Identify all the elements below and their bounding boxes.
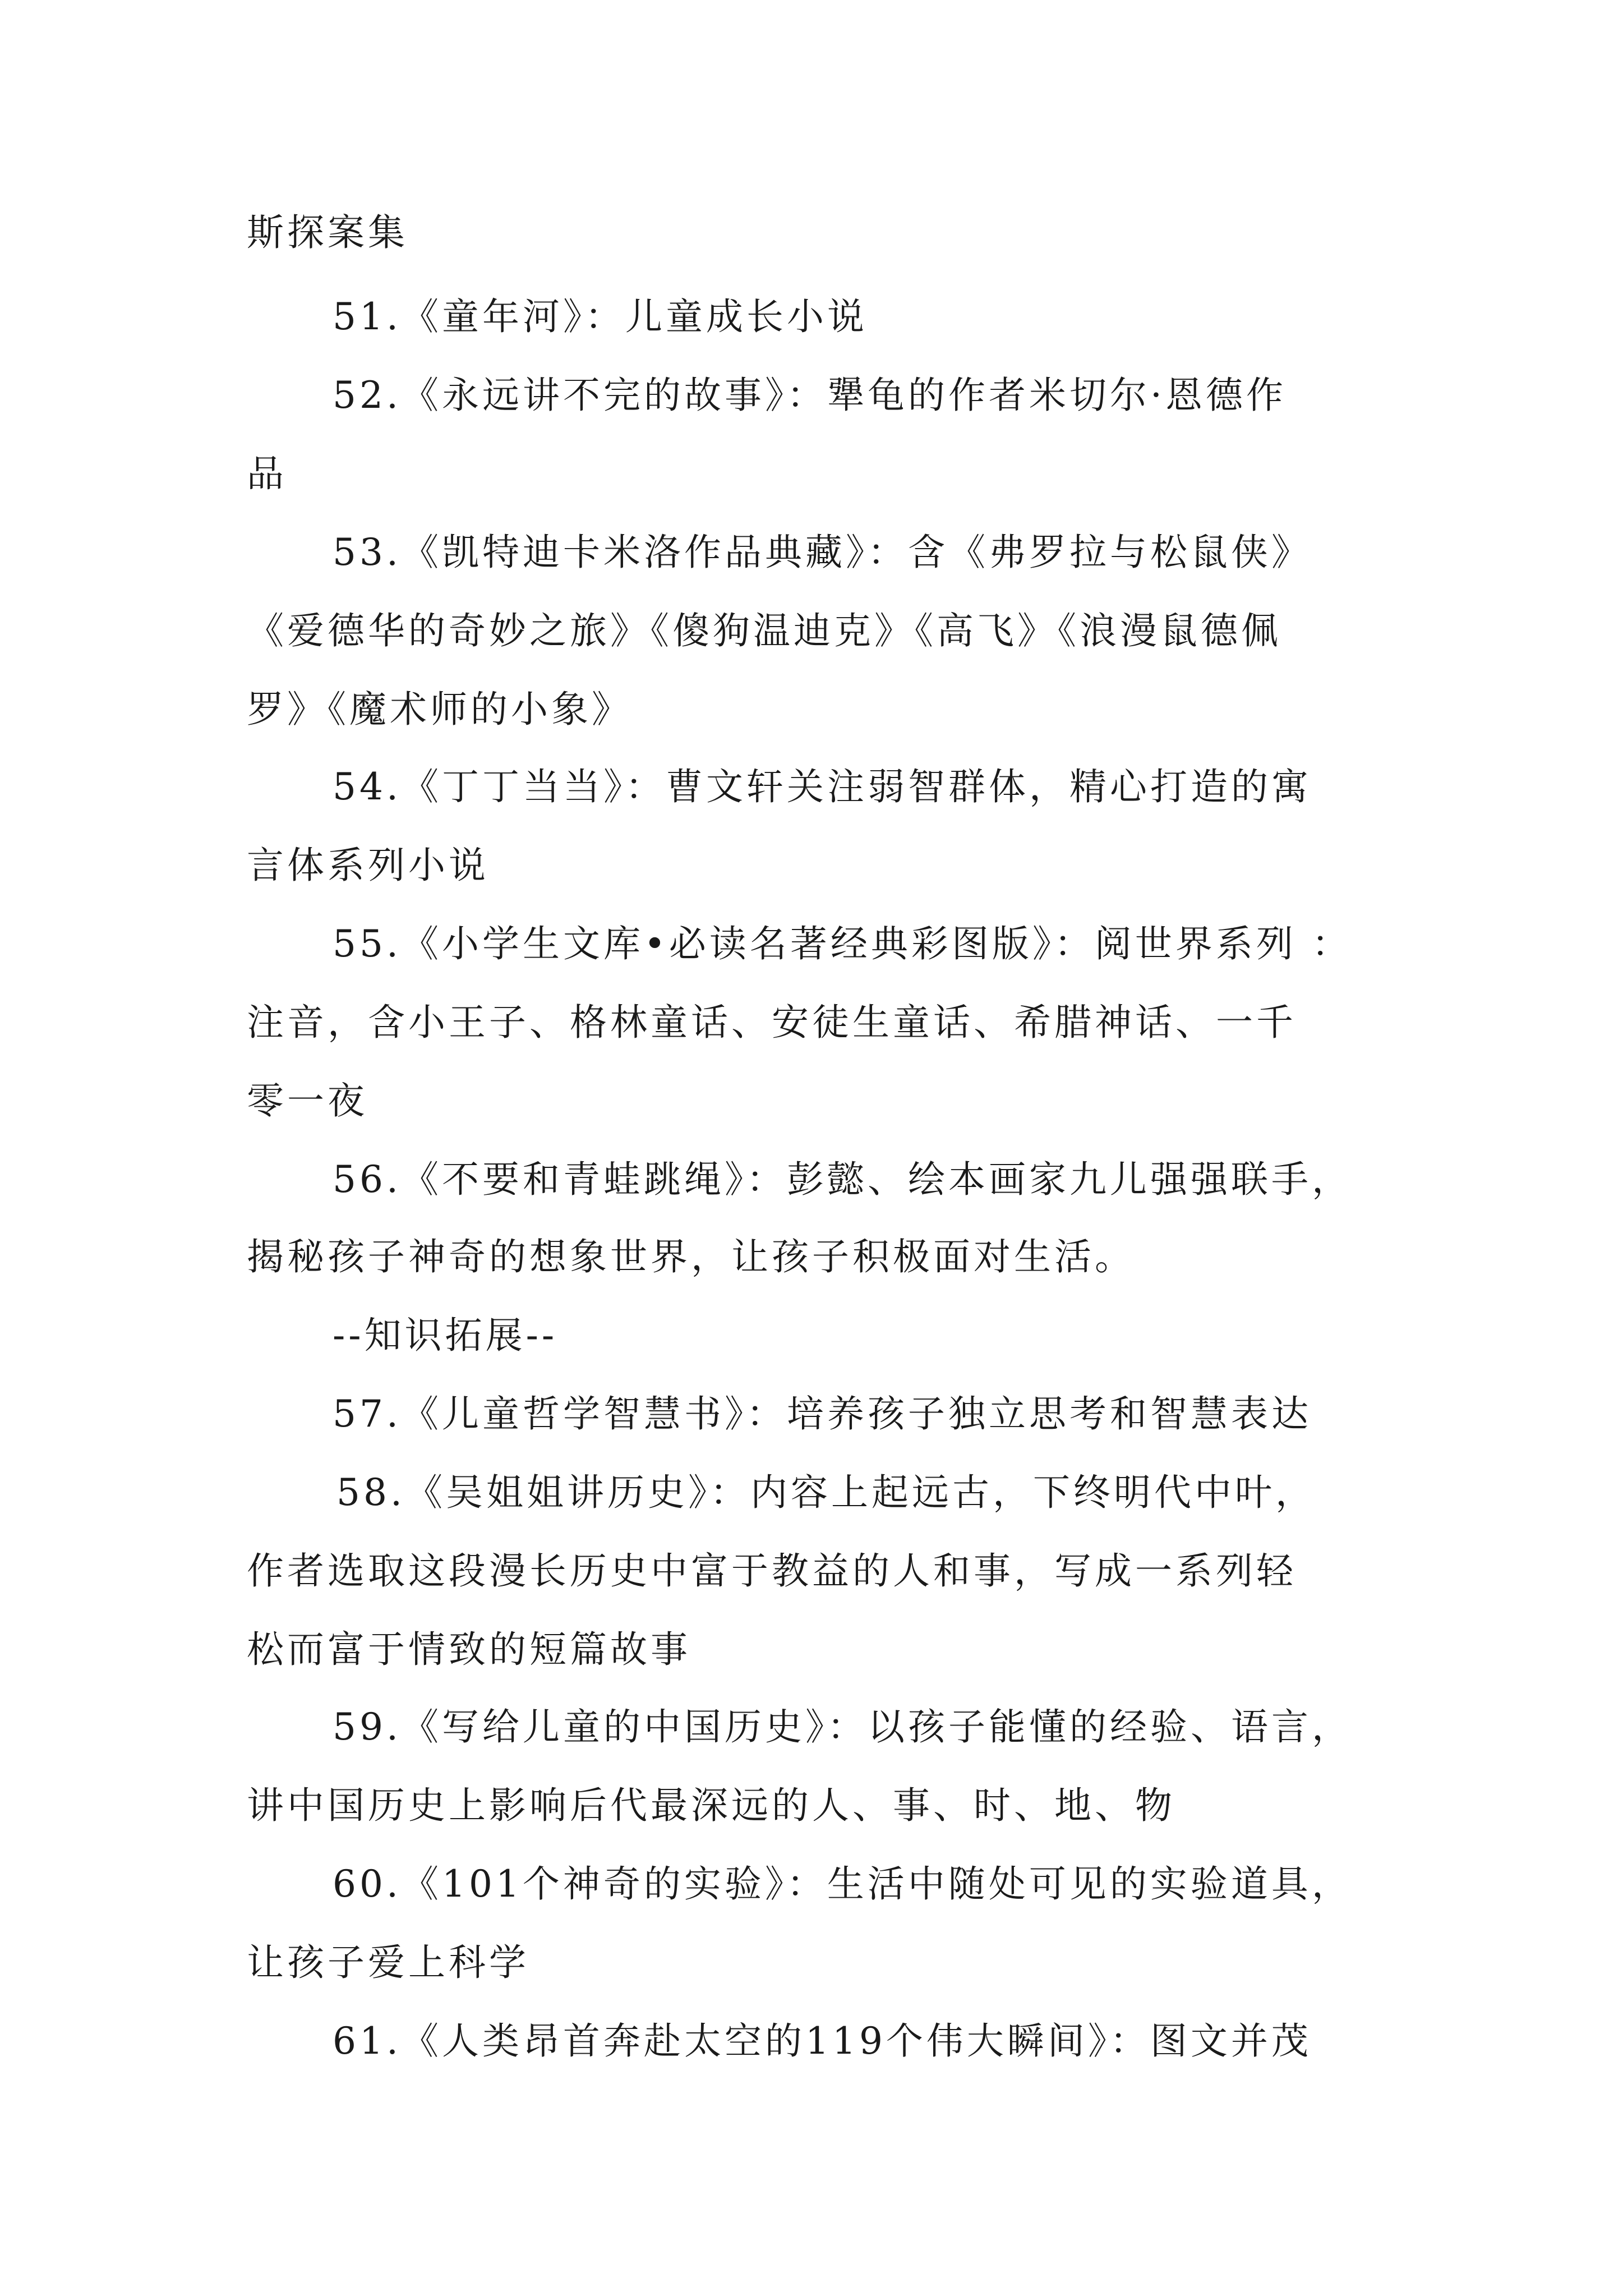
list-item-55: 55.《小学生文库•必读名著经典彩图版》：阅世界系列 ：: [333, 922, 1352, 965]
list-item-60: 60.《101个神奇的实验》：生活中随处可见的实验道具，: [333, 1862, 1352, 1906]
list-item-59: 59.《写给儿童的中国历史》：以孩子能懂的经验、语言，: [333, 1705, 1352, 1749]
list-item-52: 52.《永远讲不完的故事》：犟龟的作者米切尔·恩德作: [333, 374, 1287, 417]
text-line: 揭秘孩子神奇的想象世界，让孩子积极面对生活。: [247, 1235, 1135, 1278]
text-line: 讲中国历史上影响后代最深远的人、事、时、地、物: [247, 1784, 1175, 1827]
list-item-58: 58.《吴姐姐讲历史》：内容上起远古，下终明代中叶，: [336, 1471, 1316, 1514]
list-item-53: 53.《凯特迪卡米洛作品典藏》：含《弗罗拉与松鼠侠》: [333, 531, 1312, 574]
text-line: 作者选取这段漫长历史中富于教益的人和事，写成一系列轻: [247, 1549, 1297, 1593]
section-divider-heading: --知识拓展--: [333, 1314, 558, 1357]
list-item-54: 54.《丁丁当当》：曹文轩关注弱智群体，精心打造的寓: [333, 765, 1312, 808]
text-line: 品: [247, 452, 287, 495]
text-line: 注音，含小王子、格林童话、安徒生童话、希腊神话、一千: [247, 1001, 1297, 1044]
text-line: 松而富于情致的短篇故事: [247, 1628, 691, 1671]
text-line: 斯探案集: [247, 211, 408, 254]
list-item-57: 57.《儿童哲学智慧书》：培养孩子独立思考和智慧表达: [333, 1392, 1312, 1435]
list-item-61: 61.《人类昂首奔赴太空的119个伟大瞬间》：图文并茂: [333, 2019, 1312, 2063]
list-item-56: 56.《不要和青蛙跳绳》：彭懿、绘本画家九儿强强联手，: [333, 1158, 1352, 1201]
list-item-51: 51.《童年河》：儿童成长小说: [333, 295, 868, 338]
text-line: 让孩子爱上科学: [247, 1941, 529, 1984]
text-line: 《爱德华的奇妙之旅》《傻狗温迪克》《高飞》《浪漫鼠德佩: [247, 609, 1281, 652]
text-line: 言体系列小说: [247, 844, 489, 887]
text-line: 零一夜: [247, 1079, 368, 1122]
text-line: 罗》《魔术师的小象》: [247, 688, 632, 731]
